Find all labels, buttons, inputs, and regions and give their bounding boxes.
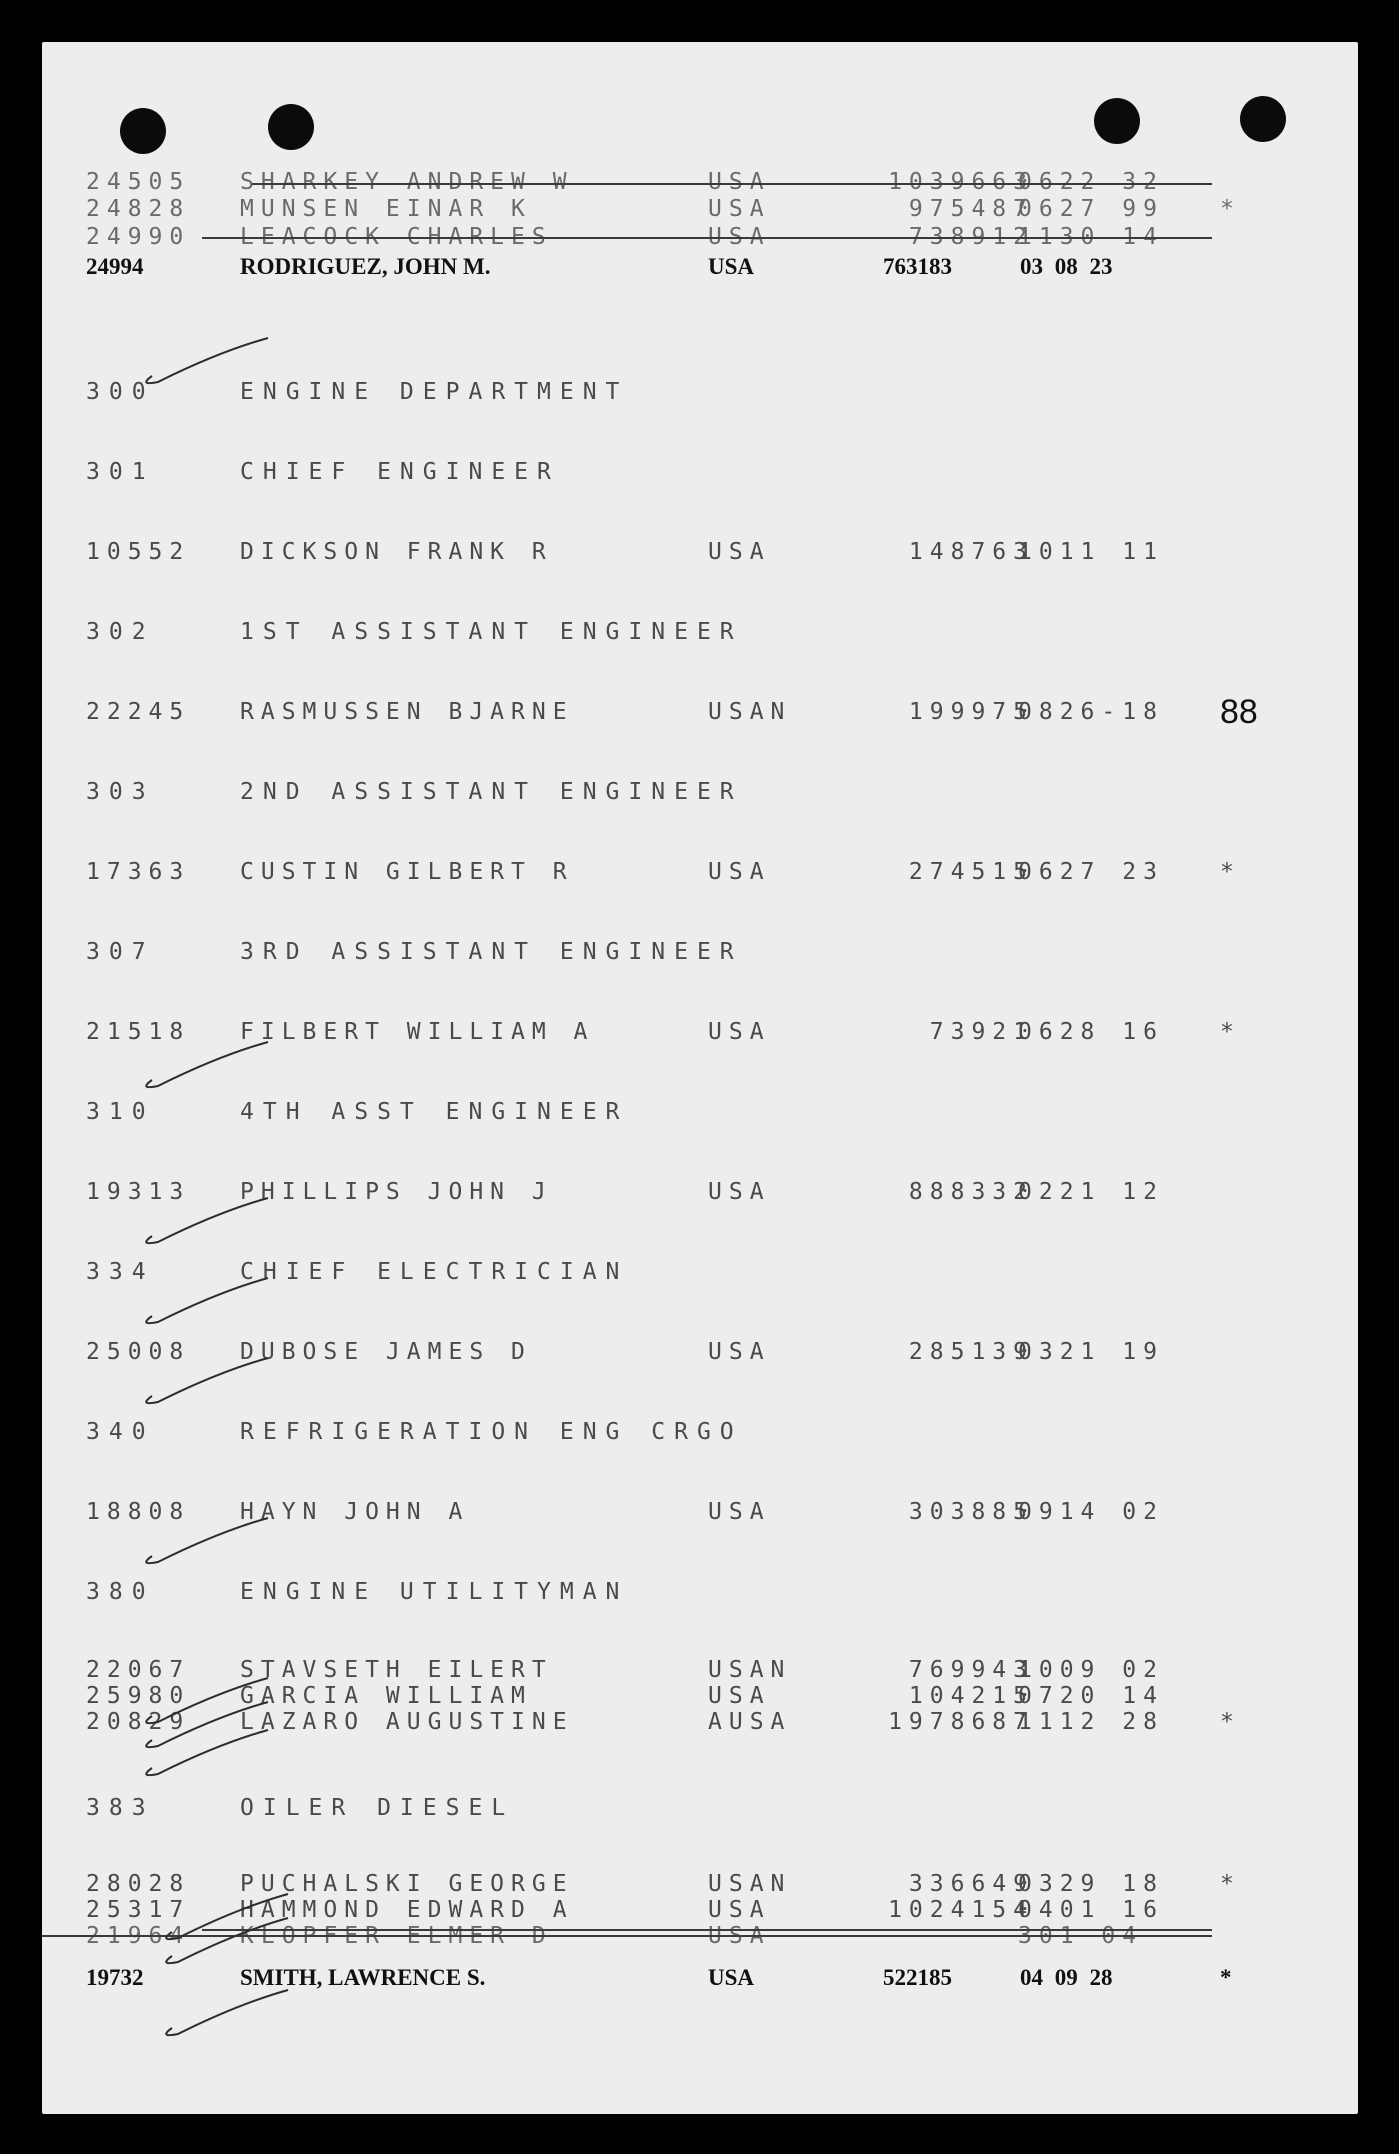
pen-check-mark	[146, 1678, 268, 1723]
rating-code: 25317	[86, 1897, 191, 1923]
rating-code: 302	[86, 619, 155, 645]
crew-name: LAZARO AUGUSTINE	[240, 1709, 574, 1735]
crew-name: KLOPFER ELMER D	[240, 1923, 553, 1949]
date-value: 0628 16	[1018, 1019, 1164, 1045]
nationality: USA	[708, 169, 771, 195]
rating-code: 18808	[86, 1499, 191, 1525]
crew-name: CUSTIN GILBERT R	[240, 859, 574, 885]
rating-code: 25008	[86, 1339, 191, 1365]
nationality: USAN	[708, 699, 792, 725]
document-number: 104215	[908, 1683, 1034, 1709]
rating-code: 310	[86, 1099, 155, 1125]
document-number: 1978687	[888, 1709, 1034, 1735]
rating-code: 25980	[86, 1683, 191, 1709]
crew-name: MUNSEN EINAR K	[240, 196, 532, 222]
crew-name: STAVSETH EILERT	[240, 1657, 553, 1683]
date-value: 1112 28	[1018, 1709, 1164, 1735]
nationality: USA	[708, 254, 755, 279]
nationality: USA	[708, 224, 771, 250]
crew-name: ENGINE DEPARTMENT	[240, 379, 629, 405]
annotation-mark: *	[1220, 1019, 1234, 1045]
date-value: 0329 18	[1018, 1871, 1164, 1897]
date-value: 0622 32	[1018, 169, 1164, 195]
annotation-mark: *	[1220, 1965, 1232, 1990]
document-number: 336649	[908, 1871, 1034, 1897]
date-value: 0401 16	[1018, 1897, 1164, 1923]
crew-name: CHIEF ELECTRICIAN	[240, 1259, 629, 1285]
rating-code: 20829	[86, 1709, 191, 1735]
nationality: USA	[708, 1499, 771, 1525]
pen-check-mark	[146, 1198, 268, 1243]
crew-name: PHILLIPS JOHN J	[240, 1179, 553, 1205]
rating-code: 17363	[86, 859, 191, 885]
document-number: 1024154	[888, 1897, 1034, 1923]
crew-name: CHIEF ENGINEER	[240, 459, 560, 485]
rating-code: 307	[86, 939, 155, 965]
rating-code: 301	[86, 459, 155, 485]
document-number: 975487	[908, 196, 1034, 222]
document-page	[42, 42, 1358, 2114]
document-number: 148763	[908, 539, 1034, 565]
rating-code: 22067	[86, 1657, 191, 1683]
nationality: USA	[708, 1339, 771, 1365]
document-number: 1039663	[888, 169, 1034, 195]
nationality: AUSA	[708, 1709, 792, 1735]
crew-name: HAYN JOHN A	[240, 1499, 470, 1525]
rating-code: 340	[86, 1419, 155, 1445]
document-number: 199975	[908, 699, 1034, 725]
crew-name: GARCIA WILLIAM	[240, 1683, 532, 1709]
pen-marks	[42, 42, 1358, 2114]
rating-code: 22245	[86, 699, 191, 725]
crew-name: 3RD ASSISTANT ENGINEER	[240, 939, 743, 965]
crew-name: DUBOSE JAMES D	[240, 1339, 532, 1365]
pen-check-mark	[166, 1894, 288, 1939]
date-value: 0720 14	[1018, 1683, 1164, 1709]
document-number: 769943	[908, 1657, 1034, 1683]
crew-name: 1ST ASSISTANT ENGINEER	[240, 619, 743, 645]
document-number: 888332	[908, 1179, 1034, 1205]
date-value: 1011 11	[1018, 539, 1164, 565]
document-number: 763183	[883, 254, 952, 279]
rating-code: 24994	[86, 254, 144, 279]
crew-name: ENGINE UTILITYMAN	[240, 1579, 629, 1605]
nationality: USA	[708, 1897, 771, 1923]
crew-name: SMITH, LAWRENCE S.	[240, 1965, 486, 1990]
pen-check-mark	[146, 1358, 268, 1403]
nationality: USA	[708, 859, 771, 885]
pen-check-mark	[146, 1702, 268, 1747]
annotation-mark: *	[1220, 1871, 1234, 1897]
document-number: 274515	[908, 859, 1034, 885]
document-number: 73921	[929, 1019, 1034, 1045]
annotation-mark: *	[1220, 196, 1234, 222]
date-value: 0627 23	[1018, 859, 1164, 885]
nationality: USA	[708, 1923, 771, 1949]
crew-name: HAMMOND EDWARD A	[240, 1897, 574, 1923]
crew-name: 2ND ASSISTANT ENGINEER	[240, 779, 743, 805]
document-number: 738912	[908, 224, 1034, 250]
rating-code: 334	[86, 1259, 155, 1285]
date-value: 1130 14	[1018, 224, 1164, 250]
crew-name: PUCHALSKI GEORGE	[240, 1871, 574, 1897]
document-number: 522185	[883, 1965, 952, 1990]
crew-name: REFRIGERATION ENG CRGO	[240, 1419, 743, 1445]
date-value: 301 04	[1018, 1923, 1144, 1949]
rating-code: 21964	[86, 1923, 191, 1949]
crew-name: LEACOCK CHARLES	[240, 224, 553, 250]
rating-code: 380	[86, 1579, 155, 1605]
annotation-mark: 88	[1220, 693, 1258, 731]
rating-code: 19732	[86, 1965, 144, 1990]
annotation-mark: *	[1220, 1709, 1234, 1735]
rating-code: 24505	[86, 169, 191, 195]
date-value: 0826-18	[1018, 699, 1164, 725]
crew-name: SHARKEY ANDREW W	[240, 169, 574, 195]
pen-check-mark	[146, 1518, 268, 1563]
document-number: 303885	[908, 1499, 1034, 1525]
date-value: 0321 19	[1018, 1339, 1164, 1365]
rating-code: 21518	[86, 1019, 191, 1045]
nationality: USA	[708, 1019, 771, 1045]
pen-check-mark	[146, 338, 268, 383]
pen-check-mark	[146, 1730, 268, 1775]
nationality: USA	[708, 1683, 771, 1709]
crew-name: RODRIGUEZ, JOHN M.	[240, 254, 491, 279]
date-value: 0914 02	[1018, 1499, 1164, 1525]
crew-name: RASMUSSEN BJARNE	[240, 699, 574, 725]
nationality: USA	[708, 1965, 755, 1990]
rating-code: 300	[86, 379, 155, 405]
nationality: USA	[708, 539, 771, 565]
pen-check-mark	[166, 1990, 288, 2035]
crew-name: 4TH ASST ENGINEER	[240, 1099, 629, 1125]
nationality: USAN	[708, 1871, 792, 1897]
rating-code: 303	[86, 779, 155, 805]
rating-code: 19313	[86, 1179, 191, 1205]
nationality: USA	[708, 1179, 771, 1205]
date-value: 03 08 23	[1020, 254, 1113, 279]
rating-code: 383	[86, 1795, 155, 1821]
annotation-mark: *	[1220, 859, 1234, 885]
date-value: 0221 12	[1018, 1179, 1164, 1205]
crew-name: DICKSON FRANK R	[240, 539, 553, 565]
rating-code: 24990	[86, 224, 191, 250]
pen-check-mark	[146, 1278, 268, 1323]
document-number: 285139	[908, 1339, 1034, 1365]
rating-code: 24828	[86, 196, 191, 222]
date-value: 1009 02	[1018, 1657, 1164, 1683]
nationality: USAN	[708, 1657, 792, 1683]
pen-check-mark	[166, 1918, 288, 1963]
date-value: 0627 99	[1018, 196, 1164, 222]
nationality: USA	[708, 196, 771, 222]
crew-name: FILBERT WILLIAM A	[240, 1019, 595, 1045]
date-value: 04 09 28	[1020, 1965, 1113, 1990]
rating-code: 10552	[86, 539, 191, 565]
crew-name: OILER DIESEL	[240, 1795, 515, 1821]
rating-code: 28028	[86, 1871, 191, 1897]
pen-check-mark	[146, 1042, 268, 1087]
